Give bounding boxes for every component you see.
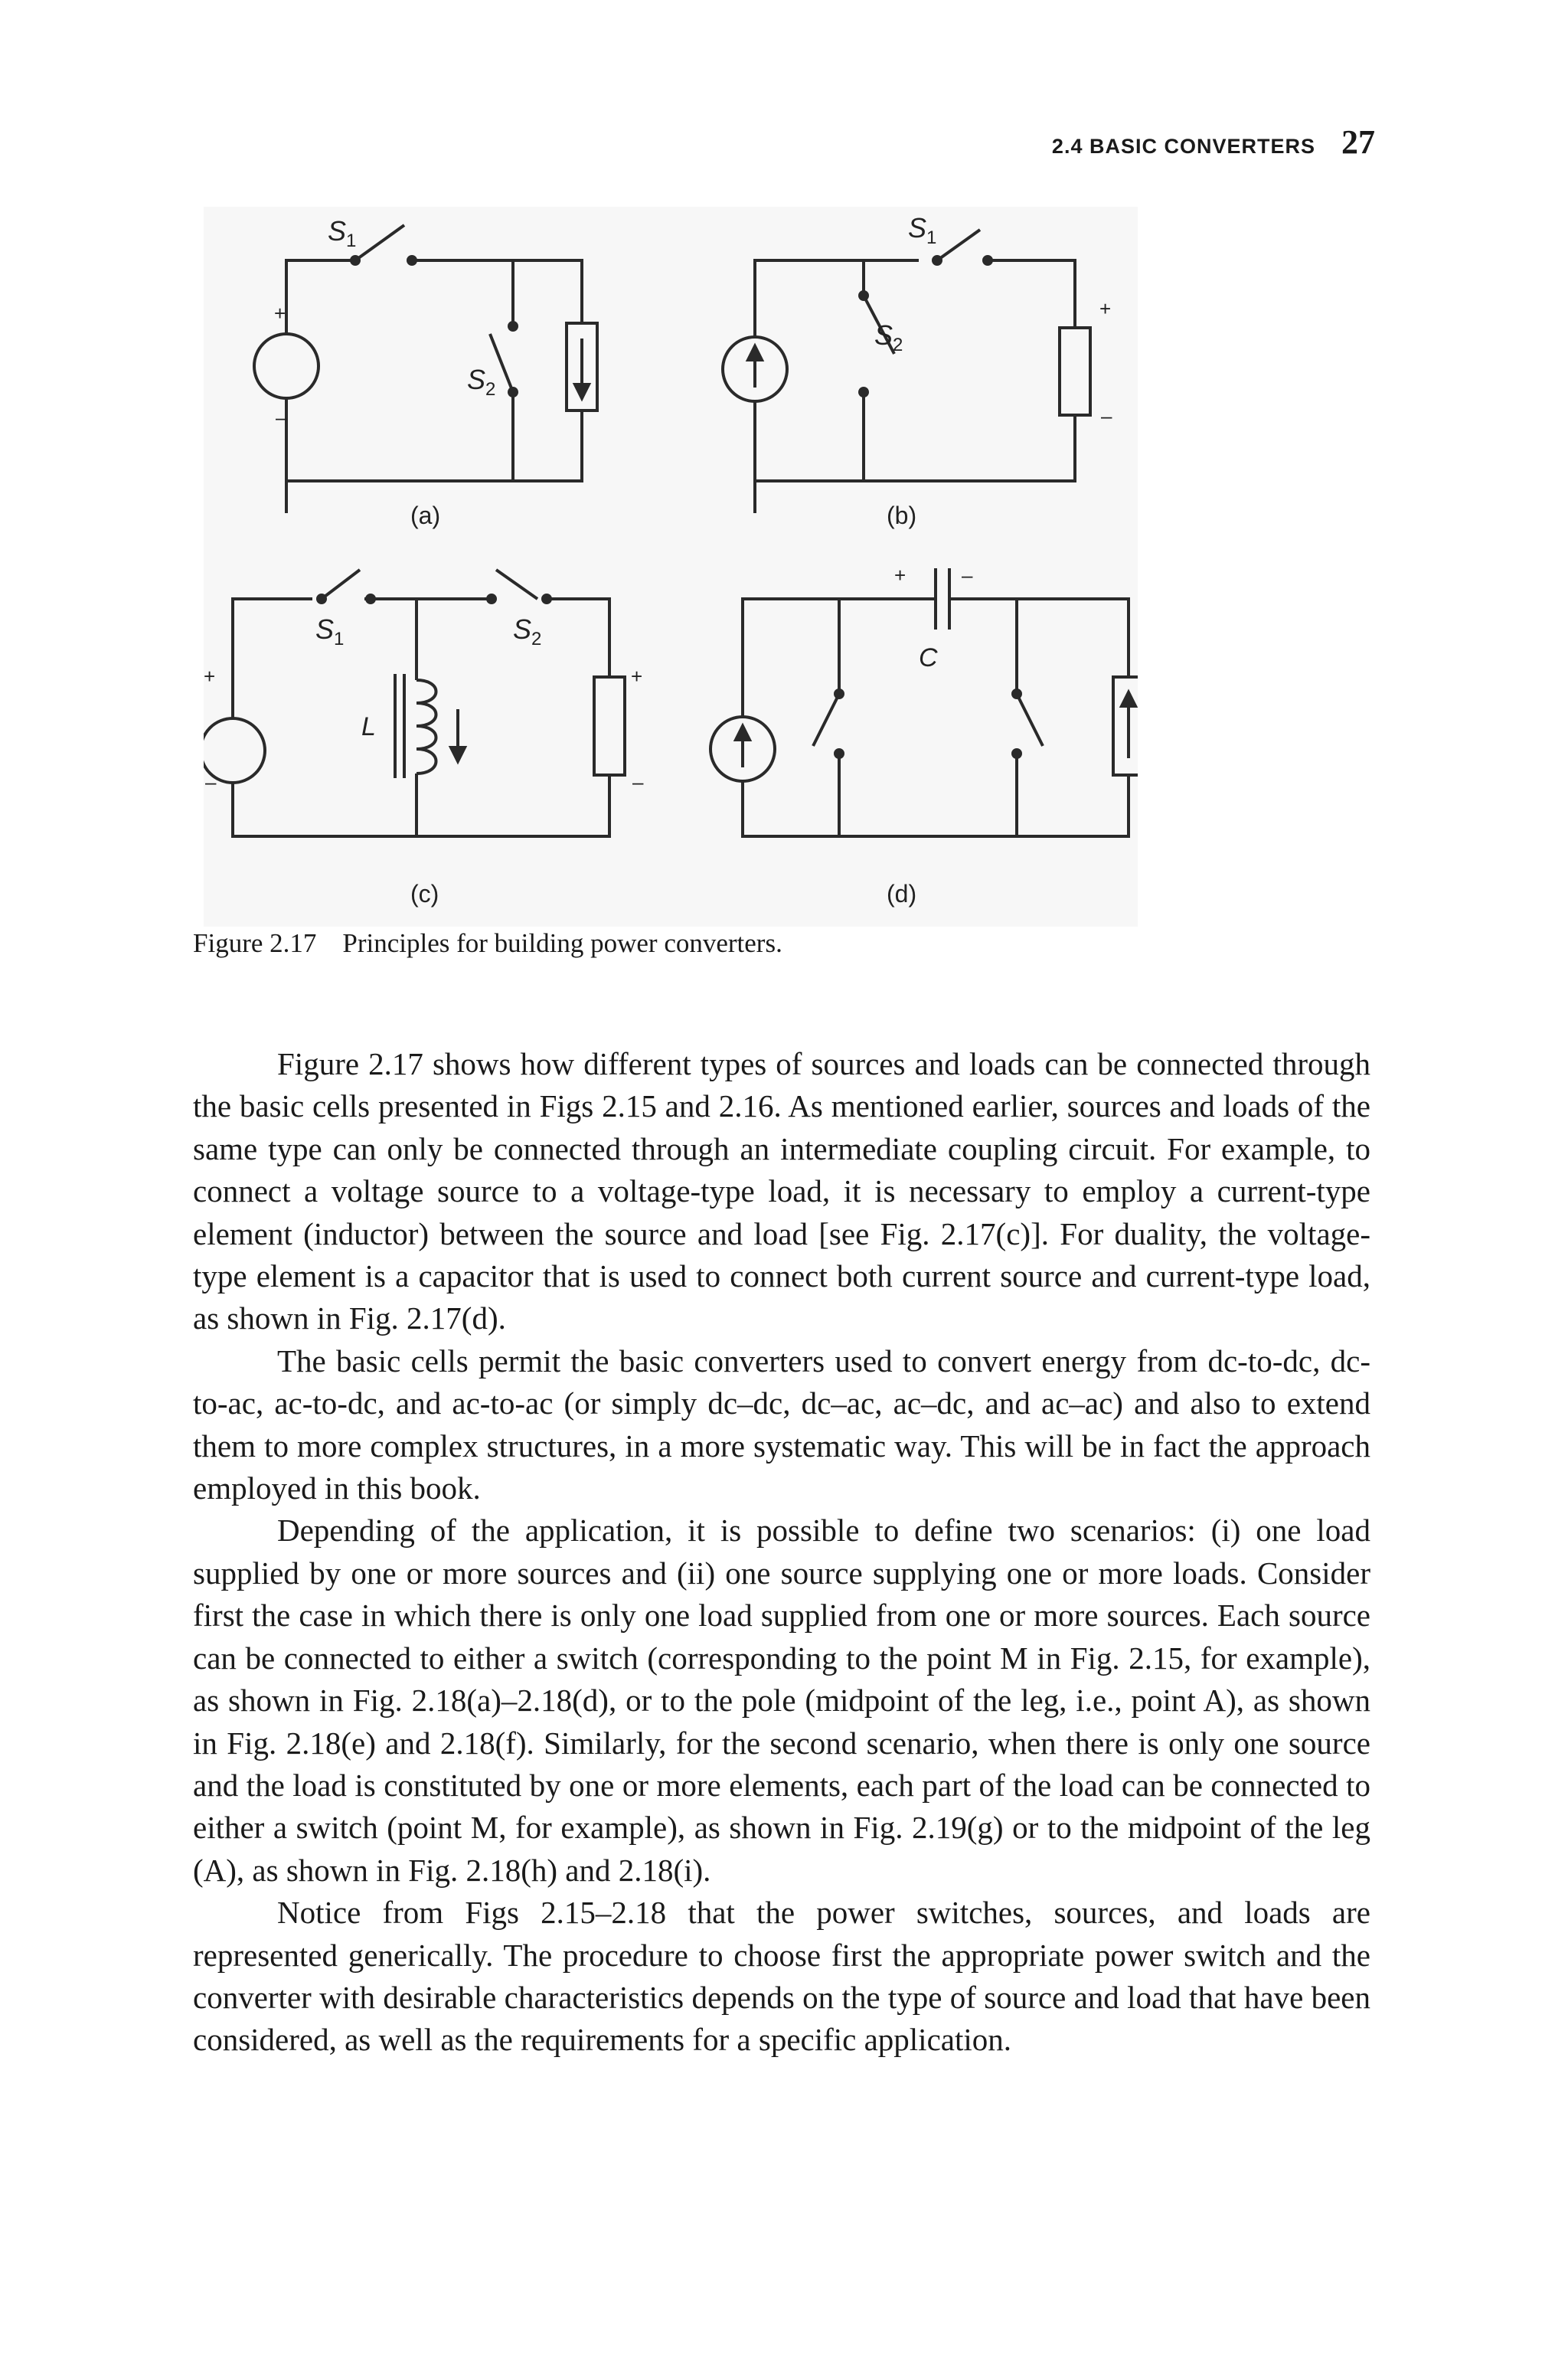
label-plus: + <box>204 665 216 688</box>
label-s2-b: $S_2$ <box>874 319 903 355</box>
label-plus: + <box>274 302 286 325</box>
paragraph: Notice from Figs 2.15–2.18 that the power switches, sources, and loads are represented generically. The procedure to choose first the appropriate power switch and the converter with desirable characteristics depends on the type of source and load that have been considered, as well as the requirements for a specific application. <box>193 1895 1370 2058</box>
switch-contact <box>488 595 495 603</box>
switch-contact <box>860 388 867 396</box>
label-plus: + <box>631 665 643 688</box>
circuit-diagrams <box>204 207 1138 927</box>
body-text <box>193 1043 1370 2062</box>
switch-contact <box>984 257 991 264</box>
switch-contact <box>933 257 941 264</box>
label-minus: – <box>1101 404 1112 427</box>
caption-text: Principles for building power converters. <box>342 928 782 958</box>
switch-contact <box>1013 750 1021 757</box>
label-s1-c: $S_1$ <box>315 613 345 649</box>
label-s2-a: $S_2$ <box>467 364 496 400</box>
label-inductor: L <box>361 712 376 741</box>
panel-label-a: (a) <box>410 502 441 529</box>
switch-contact <box>1013 690 1021 698</box>
switch-contact <box>543 595 550 603</box>
switch-contact <box>351 257 359 264</box>
label-s1-a: $S_1$ <box>328 215 357 251</box>
label-minus: – <box>632 770 644 793</box>
panel-label-b: (b) <box>887 502 917 529</box>
label-cap-minus: – <box>962 564 973 587</box>
switch-contact <box>835 750 843 757</box>
load-b <box>1060 328 1090 415</box>
label-capacitor: C <box>919 643 938 672</box>
label-minus: – <box>205 770 217 793</box>
paragraph: The basic cells permit the basic converters used to convert energy from dc-to-dc, dc-to-ac, ac-to-dc, and ac-to-ac (or simply dc–dc, dc–ac, ac–dc, and ac–ac) and also to extend them to more complex structures, in a more systematic way. This will be in fact the approach employed in this book. <box>193 1343 1370 1506</box>
switch-contact <box>509 388 517 396</box>
caption-number: Figure 2.17 <box>193 928 317 958</box>
figure-2-17 <box>204 207 1138 927</box>
switch-contact <box>835 690 843 698</box>
switch-contact <box>509 322 517 330</box>
switch-contact <box>860 292 867 299</box>
panel-label-c: (c) <box>410 880 439 908</box>
figure-background <box>204 207 1138 927</box>
label-s1-b: $S_1$ <box>908 212 937 248</box>
switch-contact <box>408 257 416 264</box>
figure-caption <box>193 928 782 959</box>
load-c <box>594 677 625 775</box>
label-cap-plus: + <box>894 564 906 587</box>
switch-contact <box>318 595 325 603</box>
paragraph: Depending of the application, it is possible to define two scenarios: (i) one load supplied by one or more sources and (ii) one source supplying one or more loads. Consider first the case in which there is only one load supplied from one or more sources. Each source can be connected to either a switch (corresponding to the point M in Fig. 2.15, for example), as shown in Fig. 2.18(a)–2.18(d), or to the pole (midpoint of the leg, i.e., point A), as shown in Fig. 2.18(e) and 2.18(f). Similarly, for the second scenario, when there is only one source and the load is constituted by one or more elements, each part of the load can be connected to either a switch (point M, for example), as shown in Fig. 2.19(g) or to the midpoint of the leg (A), as shown in Fig. 2.18(h) and 2.18(i). <box>193 1513 1370 1888</box>
voltage-source-a <box>254 334 318 398</box>
paragraph: Figure 2.17 shows how different types of sources and loads can be connected through the basic cells presented in Figs 2.15 and 2.16. As mentioned earlier, sources and loads of the same type can only be connected through an intermediate coupling circuit. For example, to connect a voltage source to a voltage-type load, it is necessary to employ a current-type element (inductor) between the source and load [see Fig. 2.17(c)]. For duality, the voltage-type element is a capacitor that is used to connect both current source and current-type load, as shown in Fig. 2.17(d). <box>193 1046 1370 1336</box>
page-number: 27 <box>1341 123 1375 161</box>
switch-contact <box>367 595 374 603</box>
label-plus: + <box>1099 297 1112 320</box>
load-d <box>1113 677 1138 775</box>
label-minus: – <box>276 406 287 429</box>
section-title: 2.4 BASIC CONVERTERS <box>1051 135 1315 158</box>
running-head <box>1052 123 1375 162</box>
label-s2-c: $S_2$ <box>513 613 542 649</box>
panel-label-d: (d) <box>887 880 917 908</box>
